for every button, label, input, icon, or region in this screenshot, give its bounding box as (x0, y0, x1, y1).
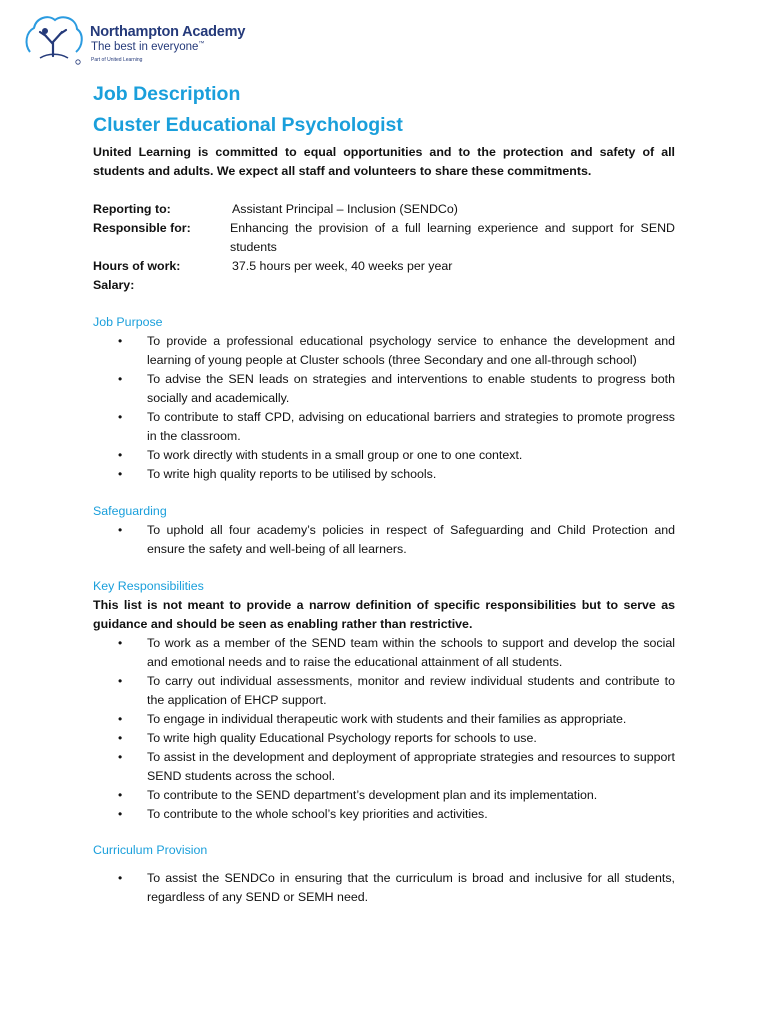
academy-name: Northampton Academy (90, 24, 246, 40)
list-item: • To engage in individual therapeutic work with students and their families as appropriate. (93, 710, 675, 729)
safeguarding-heading: Safeguarding (93, 504, 167, 518)
list-item: • To carry out individual assessments, monitor and review individual students and contribute to the application of EHCP support. (93, 672, 675, 710)
list-item: • To assist in the development and deployment of appropriate strategies and resources to support SEND students across the school. (93, 748, 675, 786)
list-item: • To work directly with students in a small group or one to one context. (93, 446, 675, 465)
job-purpose-heading: Job Purpose (93, 315, 163, 329)
list-item: • To uphold all four academy’s policies in respect of Safeguarding and Child Protection and ensure the safety and well-being of all learners. (93, 521, 675, 559)
hours-row (93, 257, 675, 276)
tree-logo-icon (22, 12, 86, 66)
document-body (93, 82, 675, 907)
key-responsibilities-heading: Key Responsibilities (93, 579, 204, 593)
reporting-label: Reporting to: (93, 202, 171, 216)
salary-label: Salary: (93, 278, 135, 292)
list-item: • To contribute to staff CPD, advising on educational barriers and strategies to promote progress in the classroom. (93, 408, 675, 446)
academy-logo (22, 12, 262, 68)
key-responsibilities-note: This list is not meant to provide a narrow definition of specific responsibilities but to serve as guidance and should be seen as enabling rather than restrictive. (93, 598, 675, 631)
hours-value: 37.5 hours per week, 40 weeks per year (232, 259, 453, 273)
list-item: • To assist the SENDCo in ensuring that the curriculum is broad and inclusive for all students, regardless of any SEND or SEMH need. (93, 869, 675, 907)
curriculum-provision-heading: Curriculum Provision (93, 843, 208, 857)
hours-label: Hours of work: (93, 259, 181, 273)
reporting-row (93, 200, 675, 219)
role-details (93, 200, 675, 295)
academy-tagline: The best in everyone™ (91, 41, 205, 53)
list-item: • To provide a professional educational psychology service to enhance the development and learning of young people at Cluster schools (three Secondary and one all-through school) (93, 332, 675, 370)
curriculum-provision-list (93, 869, 675, 907)
list-item: • To contribute to the whole school’s key priorities and activities. (93, 805, 675, 824)
job-purpose-list (93, 332, 675, 484)
list-item: • To write high quality reports to be utilised by schools. (93, 465, 675, 484)
key-responsibilities-list (93, 634, 675, 824)
list-item: • To write high quality Educational Psychology reports for schools to use. (93, 729, 675, 748)
responsible-row (93, 219, 675, 257)
list-item: • To contribute to the SEND department’s development plan and its implementation. (93, 786, 675, 805)
responsible-value: Enhancing the provision of a full learning experience and support for SEND students (230, 221, 675, 254)
safeguarding-list (93, 521, 675, 559)
equal-opportunities-statement: United Learning is committed to equal opportunities and to the protection and safety of all students and adults. We expect all staff and volunteers to share these commitments. (93, 145, 675, 178)
reporting-value: Assistant Principal – Inclusion (SENDCo) (232, 202, 458, 216)
list-item: • To work as a member of the SEND team within the schools to support and develop the social and emotional needs and to raise the educational attainment of all students. (93, 634, 675, 672)
salary-value (230, 276, 675, 295)
academy-subline: Part of United Learning (91, 57, 143, 63)
role-title: Cluster Educational Psychologist (93, 114, 403, 136)
responsible-label: Responsible for: (93, 221, 191, 235)
list-item: • To advise the SEN leads on strategies and interventions to enable students to progress both socially and academically. (93, 370, 675, 408)
document-title: Job Description (93, 83, 241, 105)
salary-row (93, 276, 675, 295)
